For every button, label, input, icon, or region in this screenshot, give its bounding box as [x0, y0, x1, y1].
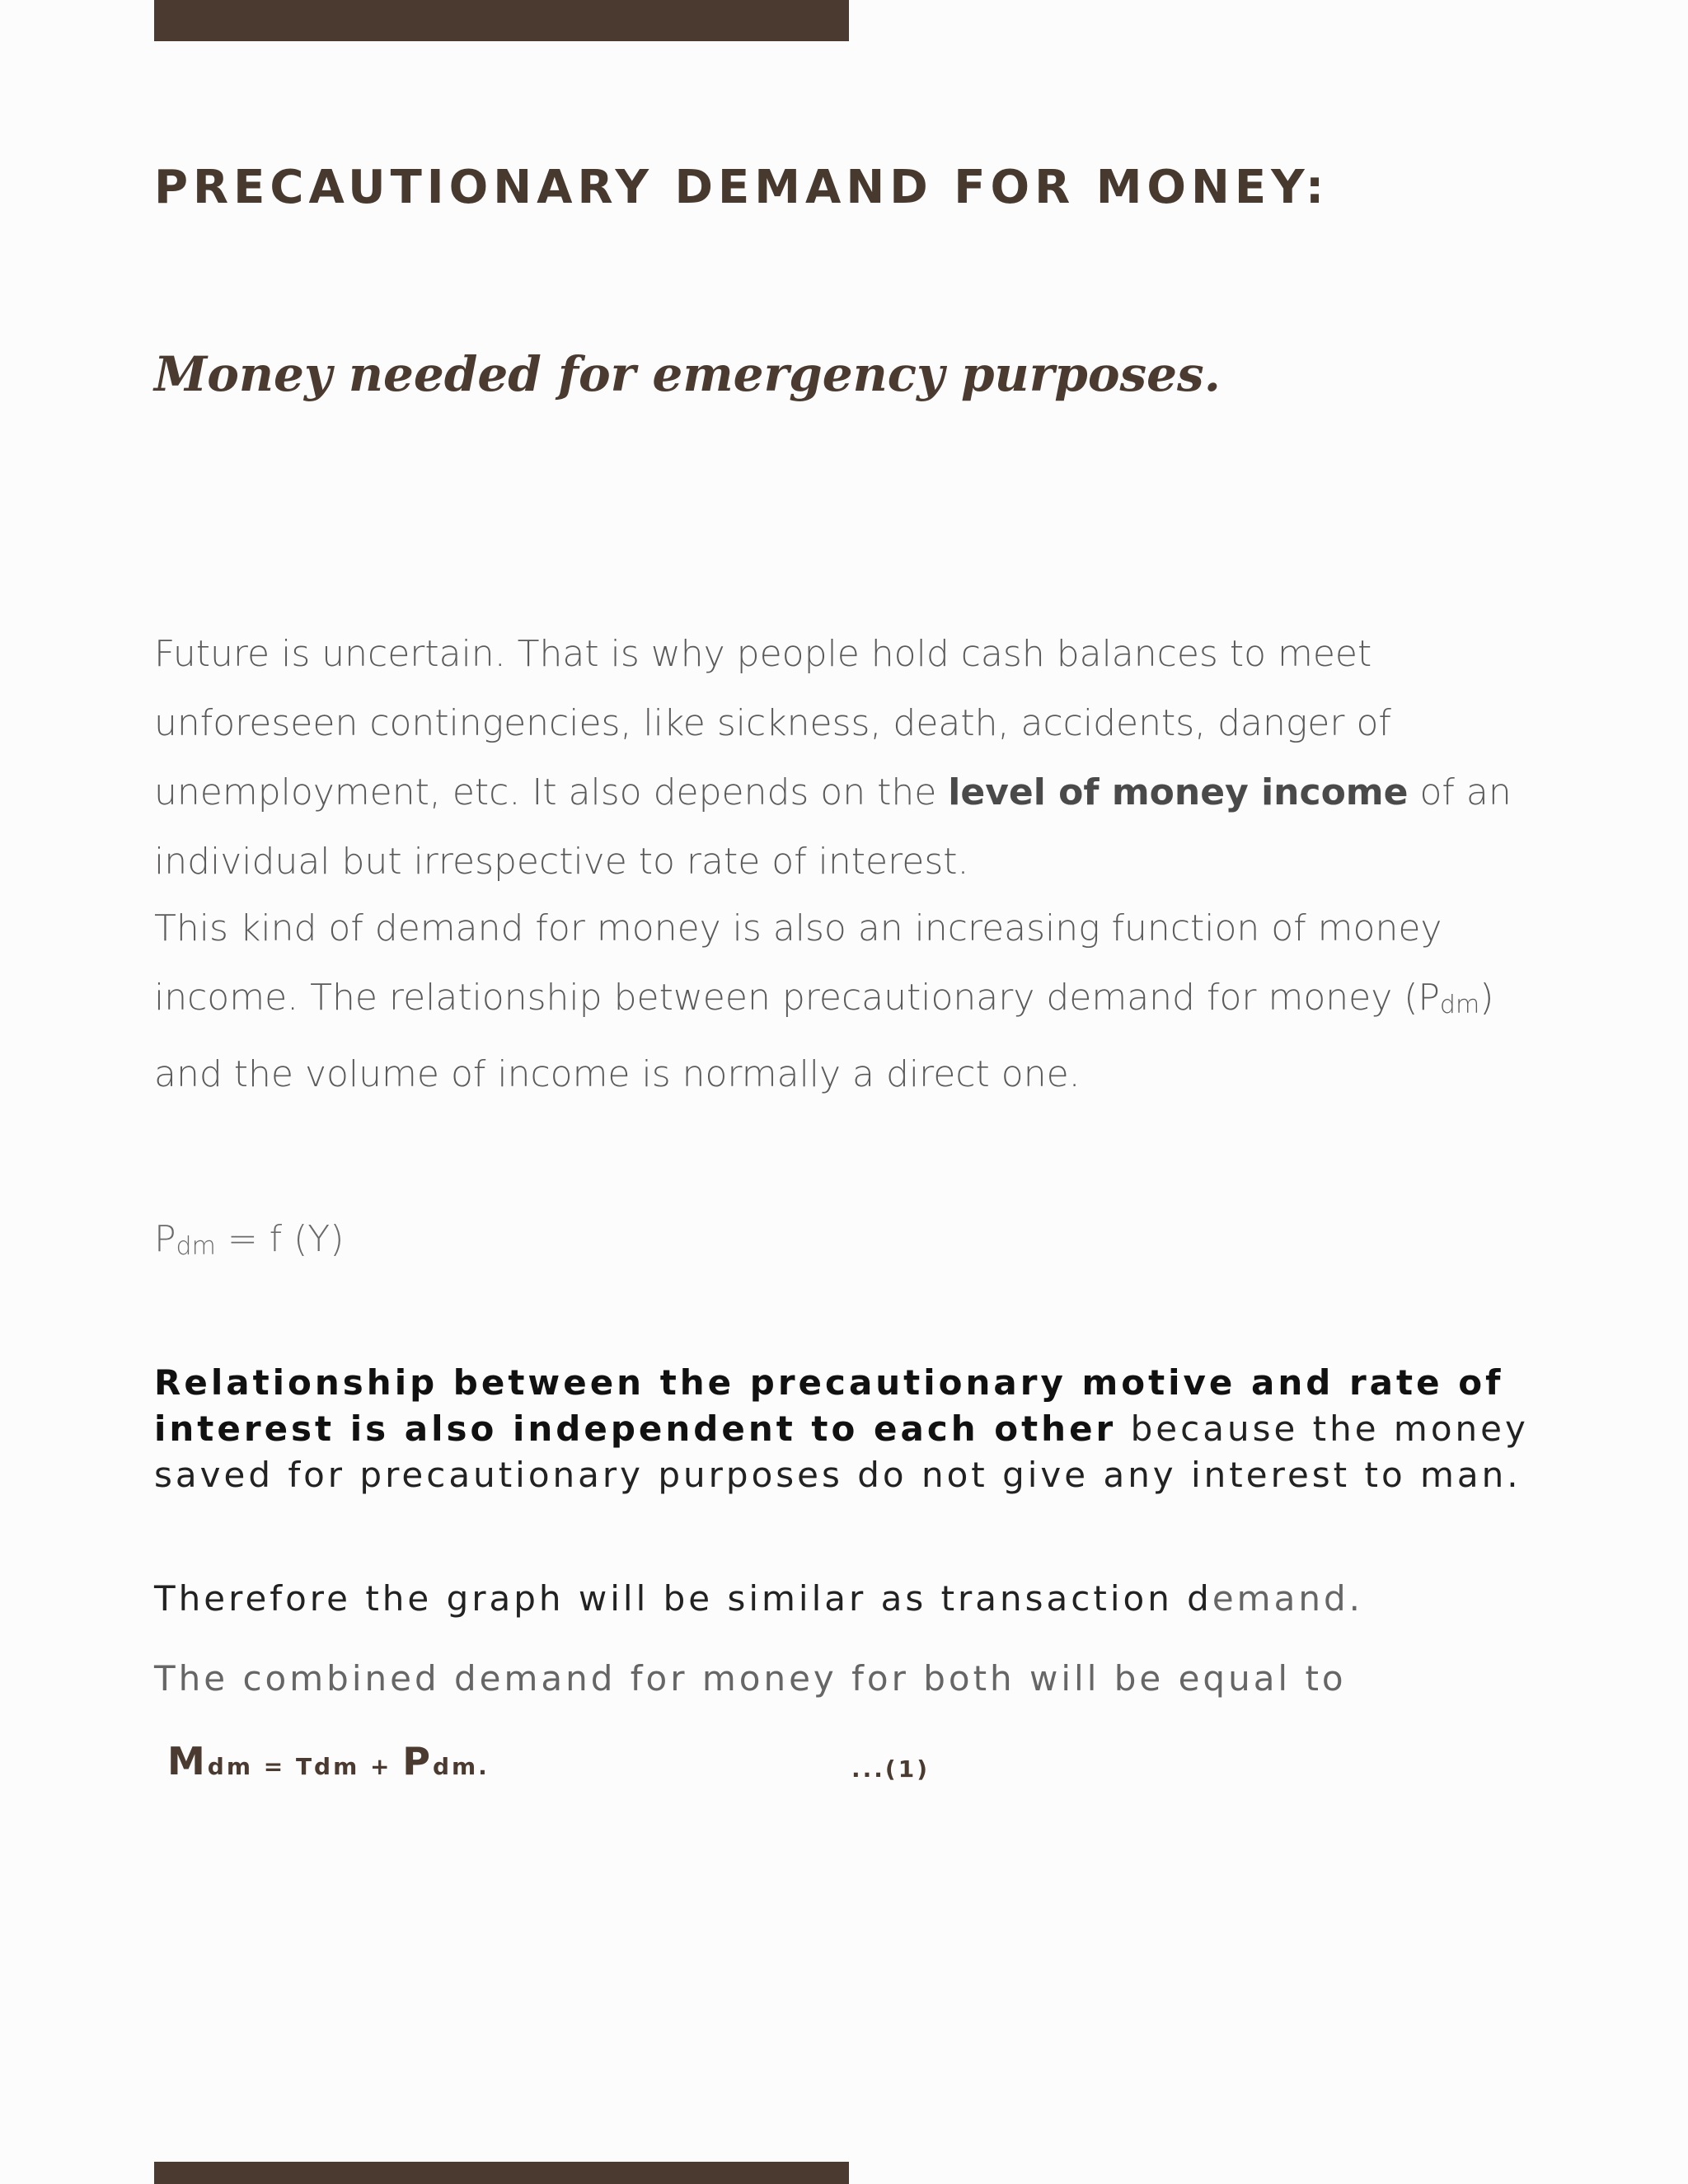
paragraph-uncertainty-text-end: of an individual but irrespective to rate of interest. — [154, 771, 1512, 883]
equation-m-symbol: M — [167, 1739, 208, 1783]
paragraph-combined: The combined demand for money for both will be equal to — [154, 1658, 1347, 1699]
equation-m-subscript: dm — [207, 1753, 253, 1780]
equation-number: ...(1) — [851, 1755, 930, 1783]
paragraph-relationship-text: because the money saved for precautionary purposes do not give any interest to man. — [154, 1408, 1529, 1495]
paragraph-therefore-light: emand. — [1212, 1578, 1363, 1619]
paragraph-increasing-function — [154, 894, 1522, 1109]
paragraph-relationship-bold: Relationship between the precautionary motive and rate of interest is also independent to each other — [154, 1362, 1504, 1449]
paragraph-uncertainty-bold: level of money income — [948, 771, 1409, 813]
equation-p-subscript: dm. — [432, 1753, 490, 1780]
bottom-decorative-bar — [154, 2162, 849, 2184]
formula-pdm-subscript: dm — [176, 1232, 216, 1261]
paragraph-increasing-function-subscript: dm — [1439, 991, 1480, 1019]
paragraph-therefore — [154, 1578, 1363, 1619]
equation-equals: = Tdm + — [253, 1753, 403, 1780]
equation-mdm — [167, 1739, 490, 1783]
formula-pdm — [154, 1218, 344, 1261]
paragraph-uncertainty-text: Future is uncertain. That is why people hold cash balances to meet unforeseen contingencies, like sickness, death, accidents, danger of unemployment, etc. It also depends on the — [154, 633, 1391, 813]
equation-p-symbol: P — [402, 1739, 433, 1783]
formula-pdm-symbol: P — [154, 1218, 176, 1260]
page-subheading: Money needed for emergency purposes. — [154, 346, 1221, 402]
page-heading: PRECAUTIONARY DEMAND FOR MONEY: — [154, 161, 1329, 214]
paragraph-therefore-dark: Therefore the graph will be similar as transaction d — [154, 1578, 1212, 1619]
paragraph-relationship — [154, 1360, 1539, 1498]
paragraph-increasing-function-text: This kind of demand for money is also an increasing function of money income. The relationship between precautionary demand for money (P — [154, 907, 1442, 1019]
paragraph-uncertainty — [154, 620, 1522, 897]
paragraph-increasing-function-text-end: ) and the volume of income is normally a direct one. — [154, 977, 1494, 1095]
top-decorative-bar — [154, 0, 849, 41]
formula-pdm-rest: = f (Y) — [215, 1218, 345, 1260]
